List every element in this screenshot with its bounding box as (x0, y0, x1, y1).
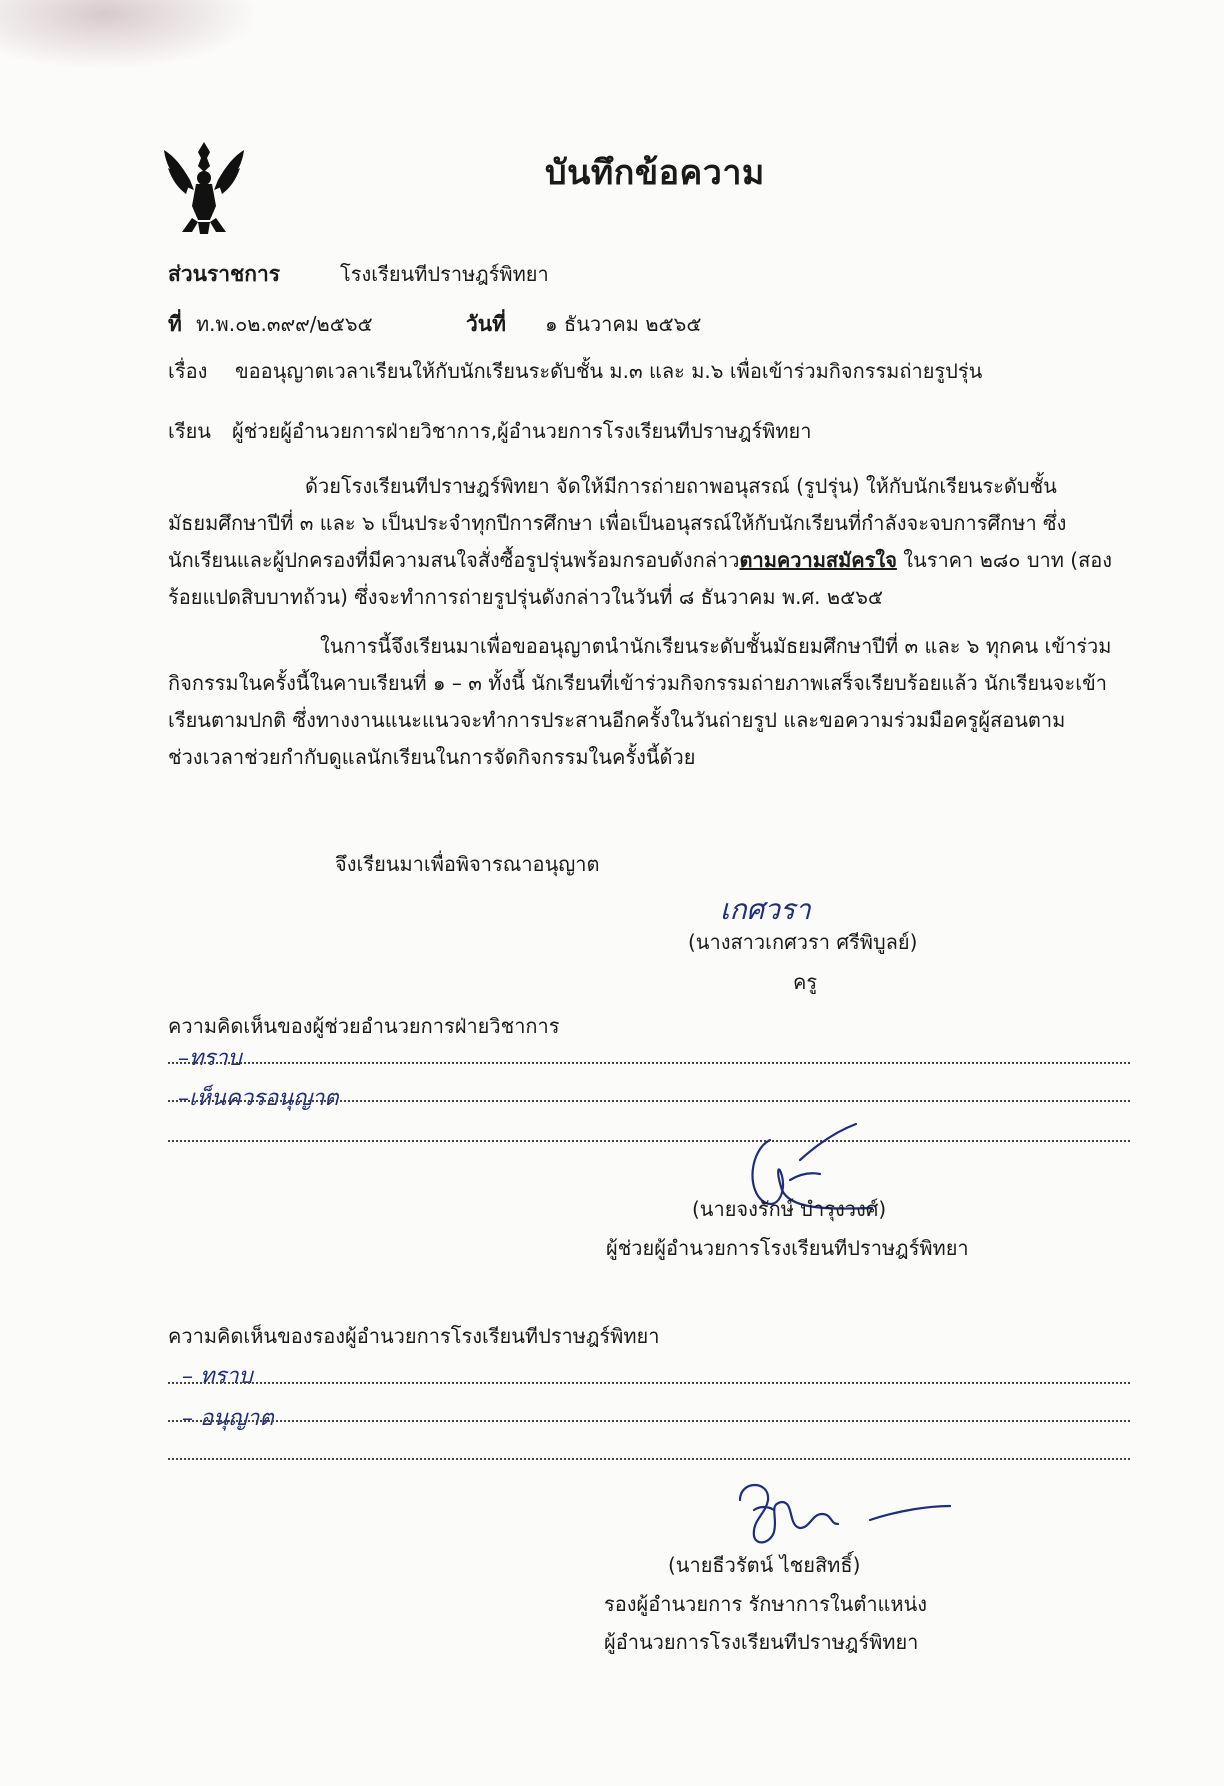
signer1-handwritten: เกศวรา (720, 893, 811, 926)
section2-note1: –ทราบ (178, 1046, 242, 1071)
memo-title: บันทึกข้อความ (545, 153, 765, 193)
date-value: ๑ ธันวาคม ๒๕๖๕ (545, 312, 702, 336)
section3-note1: – ทราบ (182, 1364, 253, 1389)
body-p1-line3 (168, 544, 1112, 576)
body-p1-line1: ด้วยโรงเรียนทีปราษฎร์พิทยา จัดให้มีการถ่ายถาพอนุสรณ์ (รูปรุ่น) ให้กับนักเรียนระดับชั้น (305, 474, 1057, 498)
comment-line (168, 1458, 1130, 1460)
comment-line (168, 1420, 1130, 1422)
scan-smudge (0, 0, 260, 70)
comment-line (168, 1140, 1130, 1142)
signature-teewarat (720, 1470, 970, 1550)
garuda-emblem-icon (158, 138, 250, 236)
body-p2-line1: ในการนี้จึงเรียนมาเพื่อขออนุญาตนำนักเรียนระดับชั้นมัธยมศึกษาปีที่ ๓ และ ๖ ทุกคน เข้าร่วม (320, 634, 1112, 658)
to-value: ผู้ช่วยผู้อำนวยการฝ่ายวิชาการ,ผู้อำนวยการโรงเรียนทีปราษฎร์พิทยา (232, 419, 812, 443)
section3-heading: ความคิดเห็นของรองผู้อำนวยการโรงเรียนทีปราษฎร์พิทยา (168, 1324, 660, 1348)
body-p1-line3-a: นักเรียนและผู้ปกครองที่มีความสนใจสั่งซื้อรูปรุ่นพร้อมกรอบดังกล่าว (168, 548, 740, 572)
subject-label: เรื่อง (168, 359, 208, 383)
body-p2-line3: เรียนตามปกติ ซึ่งทางงานแนะแนวจะทำการประสานอีกครั้งในวันถ่ายรูป และขอความร่วมมือครูผู้สอนตาม (168, 708, 1066, 732)
section2-position: ผู้ช่วยผู้อำนวยการโรงเรียนทีปราษฎร์พิทยา (606, 1236, 969, 1260)
body-p1-line3-c: ในราคา ๒๘๐ บาท (สอง (896, 548, 1113, 572)
closing-line: จึงเรียนมาเพื่อพิจารณาอนุญาต (335, 852, 600, 876)
section3-position2: ผู้อำนวยการโรงเรียนทีปราษฎร์พิทยา (604, 1630, 919, 1654)
body-p2-line2: กิจกรรมในครั้งนี้ในคาบเรียนที่ ๑ – ๓ ทั้งนี้ นักเรียนที่เข้าร่วมกิจกรรมถ่ายภาพเสร็จเรียบร้อยแล้ว นักเรียนจะเข้า (168, 671, 1108, 695)
ref-value: ท.พ.๐๒.๓๙๙/๒๕๖๕ (196, 312, 373, 336)
section2-name: (นายจงรักษ์ บำรุงวงศ์) (692, 1197, 887, 1221)
comment-line (168, 1100, 1130, 1102)
ref-label: ที่ (168, 312, 182, 336)
subject-value: ขออนุญาตเวลาเรียนให้กับนักเรียนระดับชั้น ม.๓ และ ม.๖ เพื่อเข้าร่วมกิจกรรมถ่ายรูปรุ่น (235, 359, 983, 383)
section2-note2: –เห็นควรอนุญาต (178, 1086, 339, 1111)
agency-label: ส่วนราชการ (168, 262, 281, 286)
section3-note2: – อนุญาต (182, 1406, 274, 1431)
body-p1-line2: มัธยมศึกษาปีที่ ๓ และ ๖ เป็นประจำทุกปีการศึกษา เพื่อเป็นอนุสรณ์ให้กับนักเรียนที่กำลังจะจบการศึกษา ซึ่ง (168, 511, 1067, 535)
body-p2-line4: ช่วงเวลาช่วยกำกับดูแลนักเรียนในการจัดกิจกรรมในครั้งนี้ด้วย (168, 745, 696, 769)
section3-position1: รองผู้อำนวยการ รักษาการในตำแหน่ง (604, 1592, 928, 1616)
to-label: เรียน (168, 419, 211, 443)
section2-heading: ความคิดเห็นของผู้ช่วยอำนวยการฝ่ายวิชาการ (168, 1014, 560, 1038)
date-label: วันที่ (466, 312, 506, 336)
body-p1-line4: ร้อยแปดสิบบาทถ้วน) ซึ่งจะทำการถ่ายรูปรุ่นดังกล่าวในวันที่ ๘ ธันวาคม พ.ศ. ๒๕๖๕ (168, 585, 884, 609)
comment-line (168, 1382, 1130, 1384)
agency-value: โรงเรียนทีปราษฎร์พิทยา (340, 262, 549, 286)
signer1-position: ครู (793, 970, 818, 994)
section3-name: (นายธีวรัตน์ ไชยสิทธิ์) (668, 1553, 861, 1577)
voluntary-emphasis: ตามความสมัครใจ (739, 548, 897, 572)
signer1-name: (นางสาวเกศวรา ศรีพิบูลย์) (688, 930, 918, 954)
comment-line (168, 1062, 1130, 1064)
